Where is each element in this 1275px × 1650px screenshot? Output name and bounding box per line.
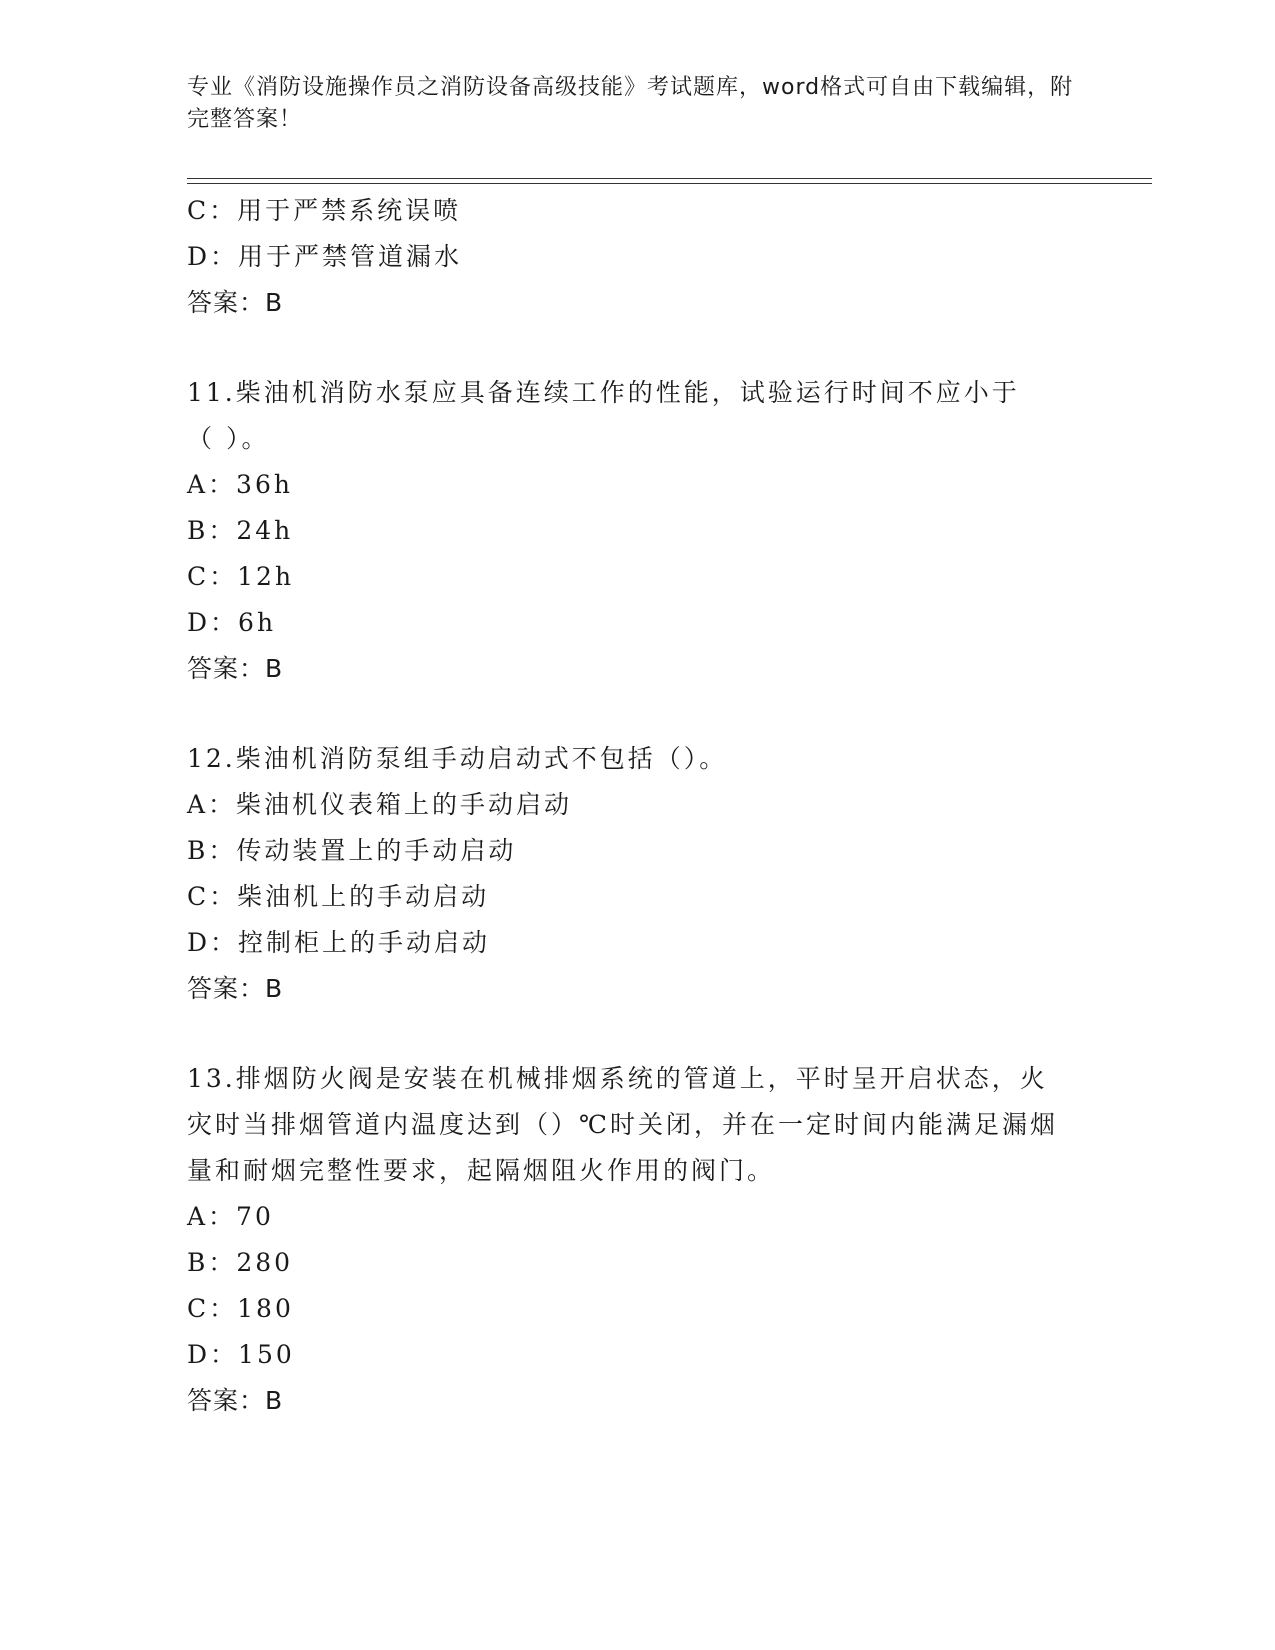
- question-11: [187, 370, 1087, 692]
- question-stem: 13.排烟防火阀是安装在机械排烟系统的管道上，平时呈开启状态，火灾时当排烟管道内温度达到（）℃时关闭，并在一定时间内能满足漏烟量和耐烟完整性要求，起隔烟阻火作用的阀门。: [187, 1064, 1058, 1185]
- option-line: B：280: [187, 1248, 294, 1277]
- option-line: D：控制柜上的手动启动: [187, 928, 491, 957]
- question-stem: 11.柴油机消防水泵应具备连续工作的性能，试验运行时间不应小于（ ）。: [187, 378, 1020, 453]
- option-line: A：70: [187, 1202, 274, 1231]
- option-line: C：12h: [187, 562, 295, 591]
- option-line: A：柴油机仪表箱上的手动启动: [187, 790, 573, 819]
- document-header: 专业《消防设施操作员之消防设备高级技能》考试题库，word格式可自由下载编辑，附完整答案！: [187, 75, 1074, 132]
- answer-line: 答案：B: [187, 288, 284, 317]
- option-line: B：传动装置上的手动启动: [187, 836, 517, 865]
- answer-line: 答案：B: [187, 974, 284, 1003]
- option-line: C：柴油机上的手动启动: [187, 882, 490, 911]
- header-divider-bottom: [187, 183, 1152, 184]
- question-list: [187, 188, 1087, 1424]
- question-13: [187, 1056, 1087, 1424]
- question-stem: 12.柴油机消防泵组手动启动式不包括（）。: [187, 744, 728, 773]
- option-line: D：6h: [187, 608, 277, 637]
- option-line: B：24h: [187, 516, 294, 545]
- answer-line: 答案：B: [187, 654, 284, 683]
- previous-question-tail: [187, 188, 1087, 326]
- option-line: C：180: [187, 1294, 294, 1323]
- answer-line: 答案：B: [187, 1386, 284, 1415]
- question-12: [187, 736, 1087, 1012]
- option-line: C：用于严禁系统误喷: [187, 196, 462, 225]
- option-line: D：150: [187, 1340, 295, 1369]
- header-divider-top: [187, 178, 1152, 179]
- option-line: D：用于严禁管道漏水: [187, 242, 463, 271]
- option-line: A：36h: [187, 470, 293, 499]
